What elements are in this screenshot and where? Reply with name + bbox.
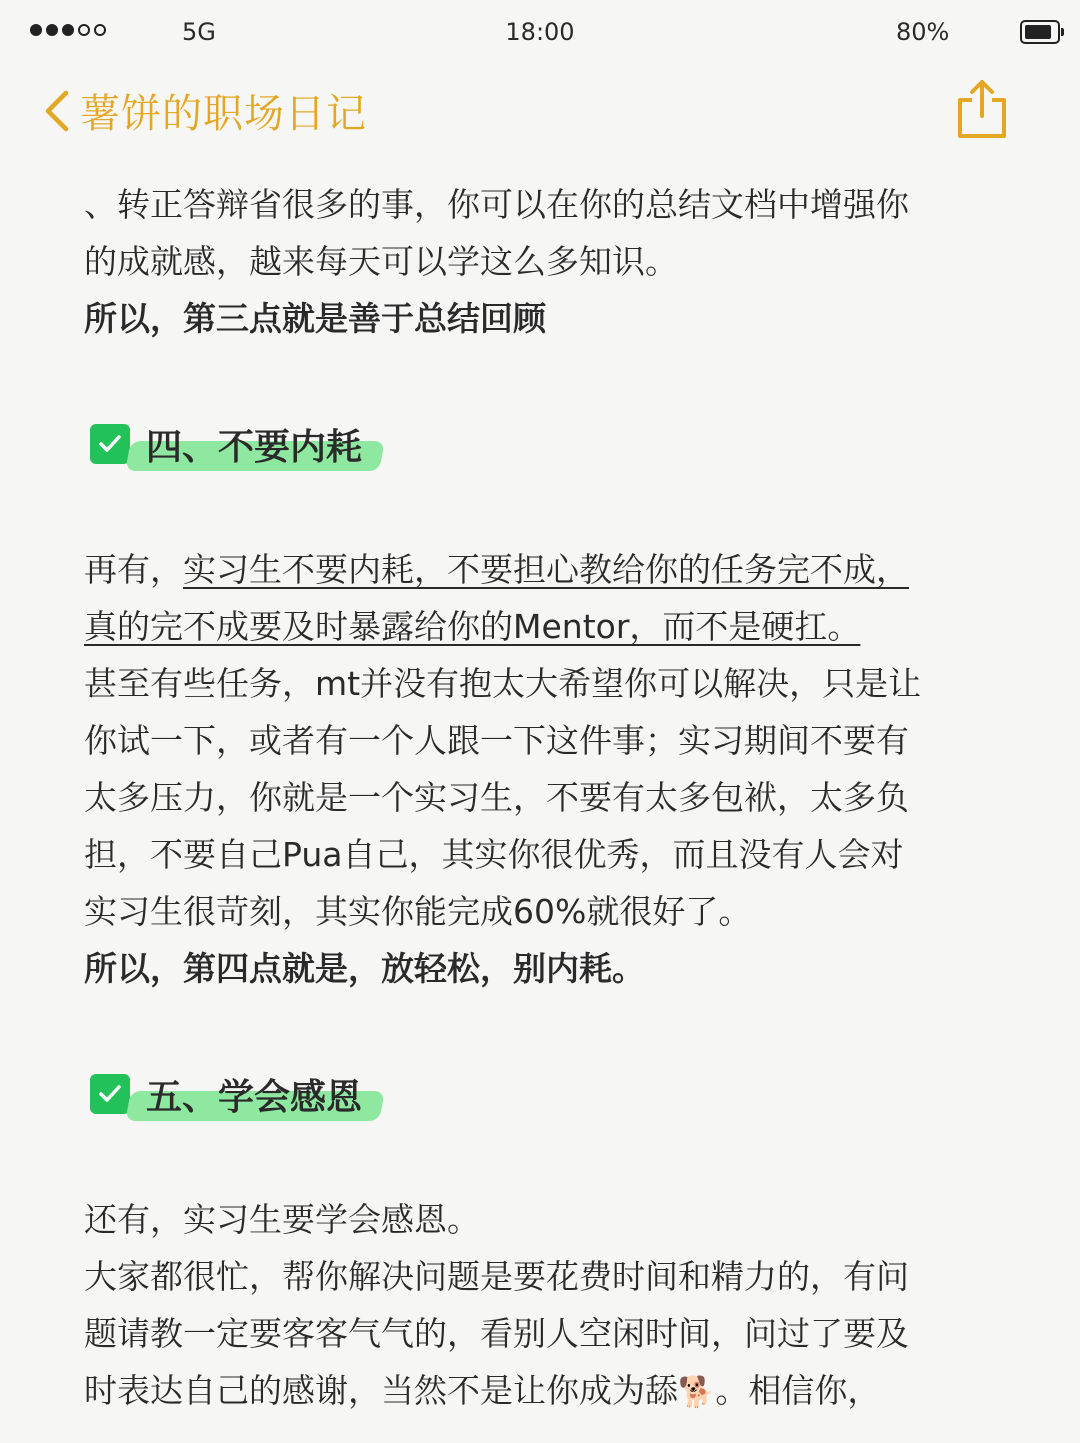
paragraph-line: 大家都很忙，帮你解决问题是要花费时间和精力的，有问 — [84, 1257, 909, 1296]
network-type: 5G — [182, 18, 216, 46]
summary-line: 所以，第三点就是善于总结回顾 — [84, 299, 546, 338]
paragraph-text: 再有， — [84, 550, 183, 589]
battery-percent: 80% — [896, 18, 950, 46]
paragraph-text: 。相信你， — [715, 1371, 881, 1410]
paragraph-line: 实习生很苛刻，其实你能完成60%就很好了。 — [84, 892, 752, 931]
status-bar — [0, 0, 1080, 66]
paragraph-line: 你试一下，或者有一个人跟一下这件事；实习期间不要有 — [84, 721, 909, 760]
section-title: 四、不要内耗 — [146, 426, 363, 468]
section-heading-4 — [90, 409, 1004, 479]
underlined-text: 真的完不成要及时暴露给你的Mentor，而不是硬扛。 — [84, 607, 861, 646]
summary-line: 所以，第四点就是，放轻松，别内耗。 — [84, 949, 645, 988]
status-time: 18:00 — [505, 18, 575, 46]
share-icon[interactable] — [952, 76, 1012, 142]
chevron-left-icon — [38, 83, 78, 139]
paragraph-line: 、转正答辩省很多的事，你可以在你的总结文档中增强你 — [84, 185, 909, 224]
paragraph-line: 担，不要自己Pua自己，其实你很优秀，而且没有人会对 — [84, 835, 904, 874]
article-body — [84, 176, 1004, 1421]
paragraph-text: 时表达自己的感谢，当然不是让你成为舔 — [84, 1371, 678, 1410]
paragraph-line: 甚至有些任务，mt并没有抱太大希望你可以解决，只是让 — [84, 664, 922, 703]
paragraph-line — [84, 1362, 1004, 1421]
section-heading-5 — [90, 1059, 1004, 1129]
dog-emoji-icon: 🐕 — [678, 1375, 716, 1410]
battery-icon — [1020, 20, 1060, 44]
checkmark-icon — [90, 424, 130, 464]
paragraph-line: 的成就感，越来每天可以学这么多知识。 — [84, 242, 678, 281]
nav-bar — [0, 70, 1080, 150]
section-title: 五、学会感恩 — [146, 1076, 363, 1118]
back-title: 薯饼的职场日记 — [80, 91, 367, 137]
paragraph-line — [84, 541, 1004, 598]
underlined-text: 实习生不要内耗，不要担心教给你的任务完不成， — [183, 550, 909, 589]
paragraph-line: 还有，实习生要学会感恩。 — [84, 1200, 480, 1239]
paragraph-line: 太多压力，你就是一个实习生，不要有太多包袱，太多负 — [84, 778, 909, 817]
paragraph-line: 题请教一定要客客气气的，看别人空闲时间，问过了要及 — [84, 1314, 909, 1353]
checkmark-icon — [90, 1074, 130, 1114]
back-button[interactable] — [38, 82, 367, 139]
paragraph-line — [84, 598, 1004, 655]
